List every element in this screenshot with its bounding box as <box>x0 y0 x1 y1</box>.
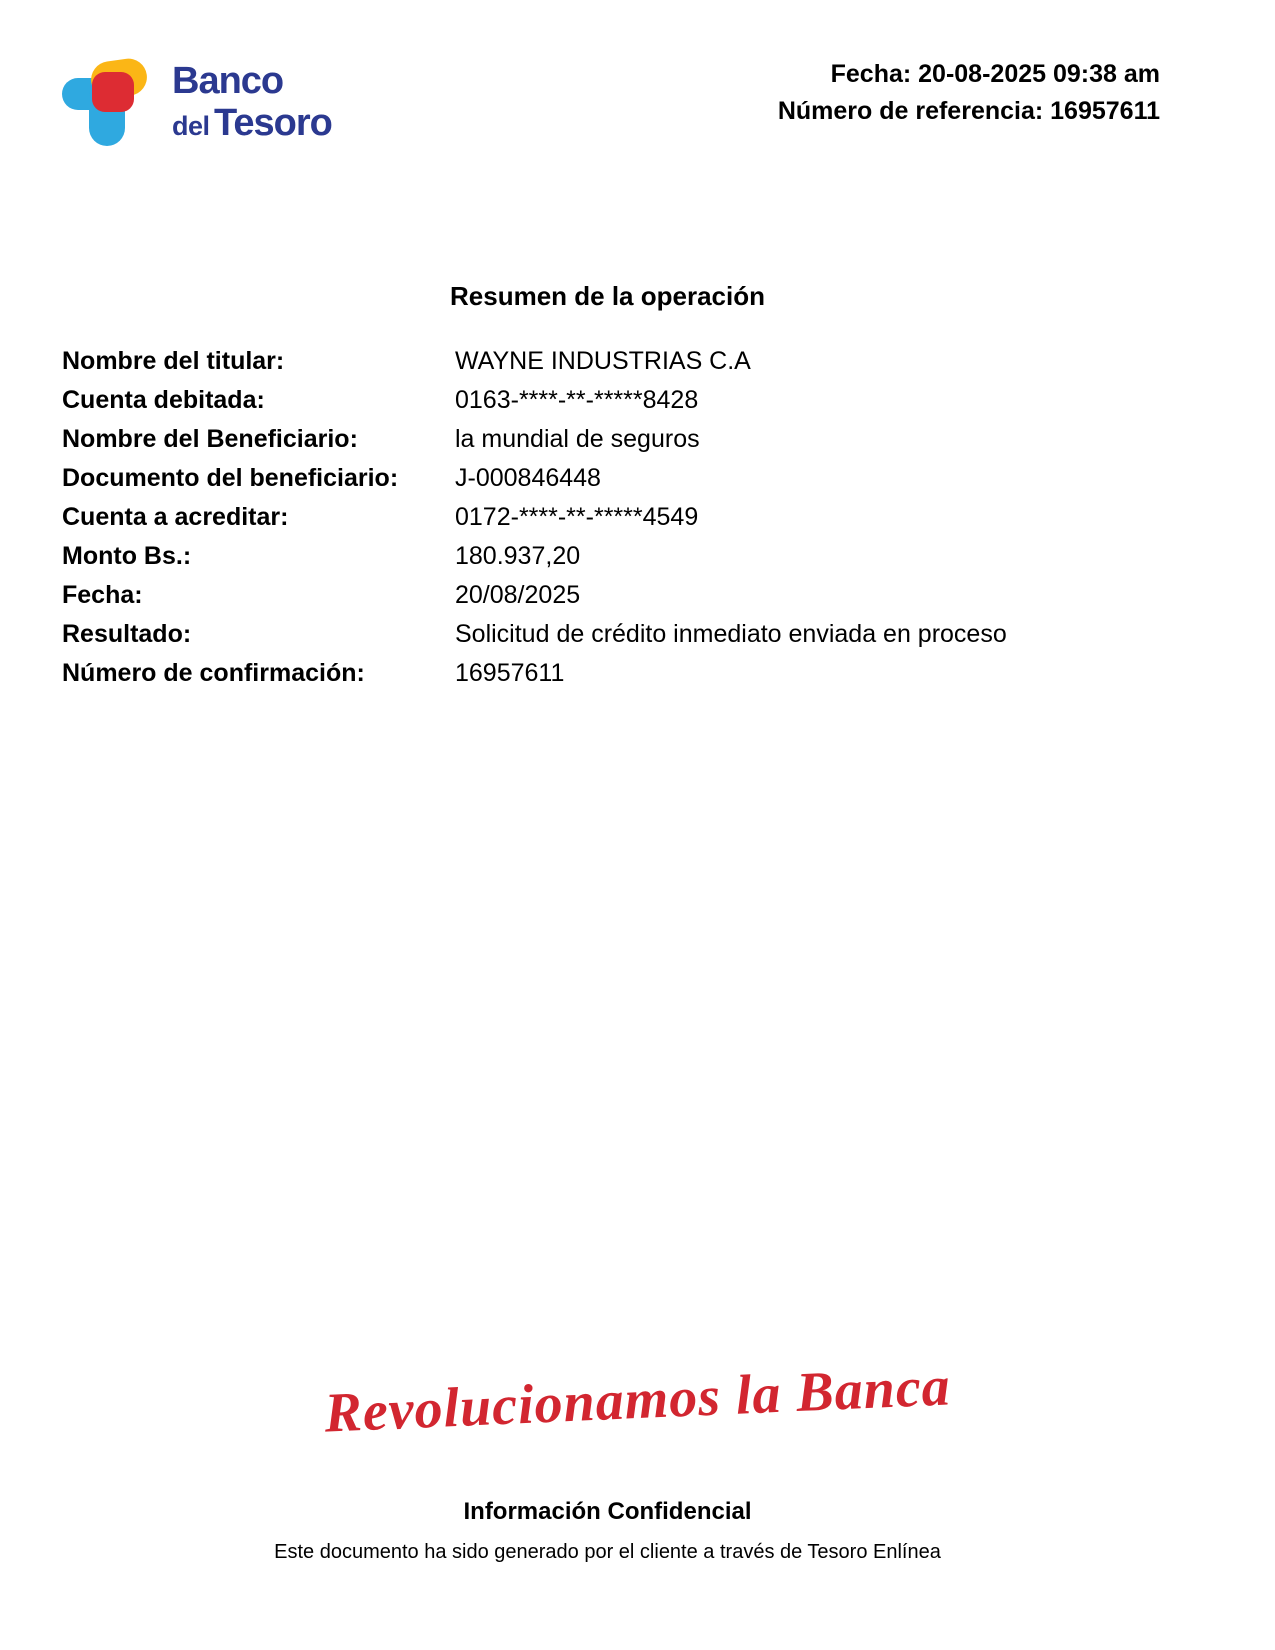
summary-row <box>62 615 1182 654</box>
bank-wordmark <box>172 62 332 142</box>
row-value: 0172-****-**-*****4549 <box>455 503 699 531</box>
header-date: Fecha: 20-08-2025 09:38 am <box>830 60 1160 88</box>
summary-row <box>62 498 1182 537</box>
wordmark-del: del <box>172 111 210 141</box>
row-label: Nombre del titular: <box>62 347 285 375</box>
summary-row <box>62 537 1182 576</box>
header-meta <box>778 56 1160 130</box>
header-reference: Número de referencia: 16957611 <box>777 97 1160 125</box>
summary-row <box>62 576 1182 615</box>
row-label: Cuenta debitada: <box>62 386 265 414</box>
summary-table <box>62 342 1182 693</box>
row-label: Documento del beneficiario: <box>62 464 399 492</box>
wordmark-tesoro: Tesoro <box>213 102 332 144</box>
summary-row <box>62 381 1182 420</box>
summary-row <box>62 420 1182 459</box>
row-label: Resultado: <box>62 620 192 648</box>
wordmark-banco: Banco <box>172 60 284 102</box>
wordmark-line2 <box>172 104 332 142</box>
row-value: la mundial de seguros <box>455 425 700 453</box>
row-label: Nombre del Beneficiario: <box>62 425 358 453</box>
row-value: WAYNE INDUSTRIAS C.A <box>455 347 751 375</box>
logo-red-square <box>92 72 134 112</box>
row-value: 180.937,20 <box>455 542 581 570</box>
page-title: Resumen de la operación <box>450 281 765 311</box>
row-value: 20/08/2025 <box>455 581 581 609</box>
row-value: J-000846448 <box>455 464 601 492</box>
row-value: 16957611 <box>455 659 565 687</box>
row-label: Monto Bs.: <box>62 542 192 570</box>
bank-logo-icon <box>62 57 158 159</box>
confidential-label: Información Confidencial <box>463 1498 752 1525</box>
summary-row <box>62 654 1182 693</box>
generated-note: Este documento ha sido generado por el cliente a través de Tesoro Enlínea <box>274 1541 941 1563</box>
row-value: Solicitud de crédito inmediato enviada en proceso <box>455 620 1007 648</box>
row-label: Fecha: <box>62 581 143 609</box>
summary-row <box>62 342 1182 381</box>
row-label: Número de confirmación: <box>62 659 365 687</box>
slogan-script: Revolucionamos la Banca <box>323 1355 952 1445</box>
row-value: 0163-****-**-*****8428 <box>455 386 699 414</box>
summary-row <box>62 459 1182 498</box>
row-label: Cuenta a acreditar: <box>62 503 289 531</box>
